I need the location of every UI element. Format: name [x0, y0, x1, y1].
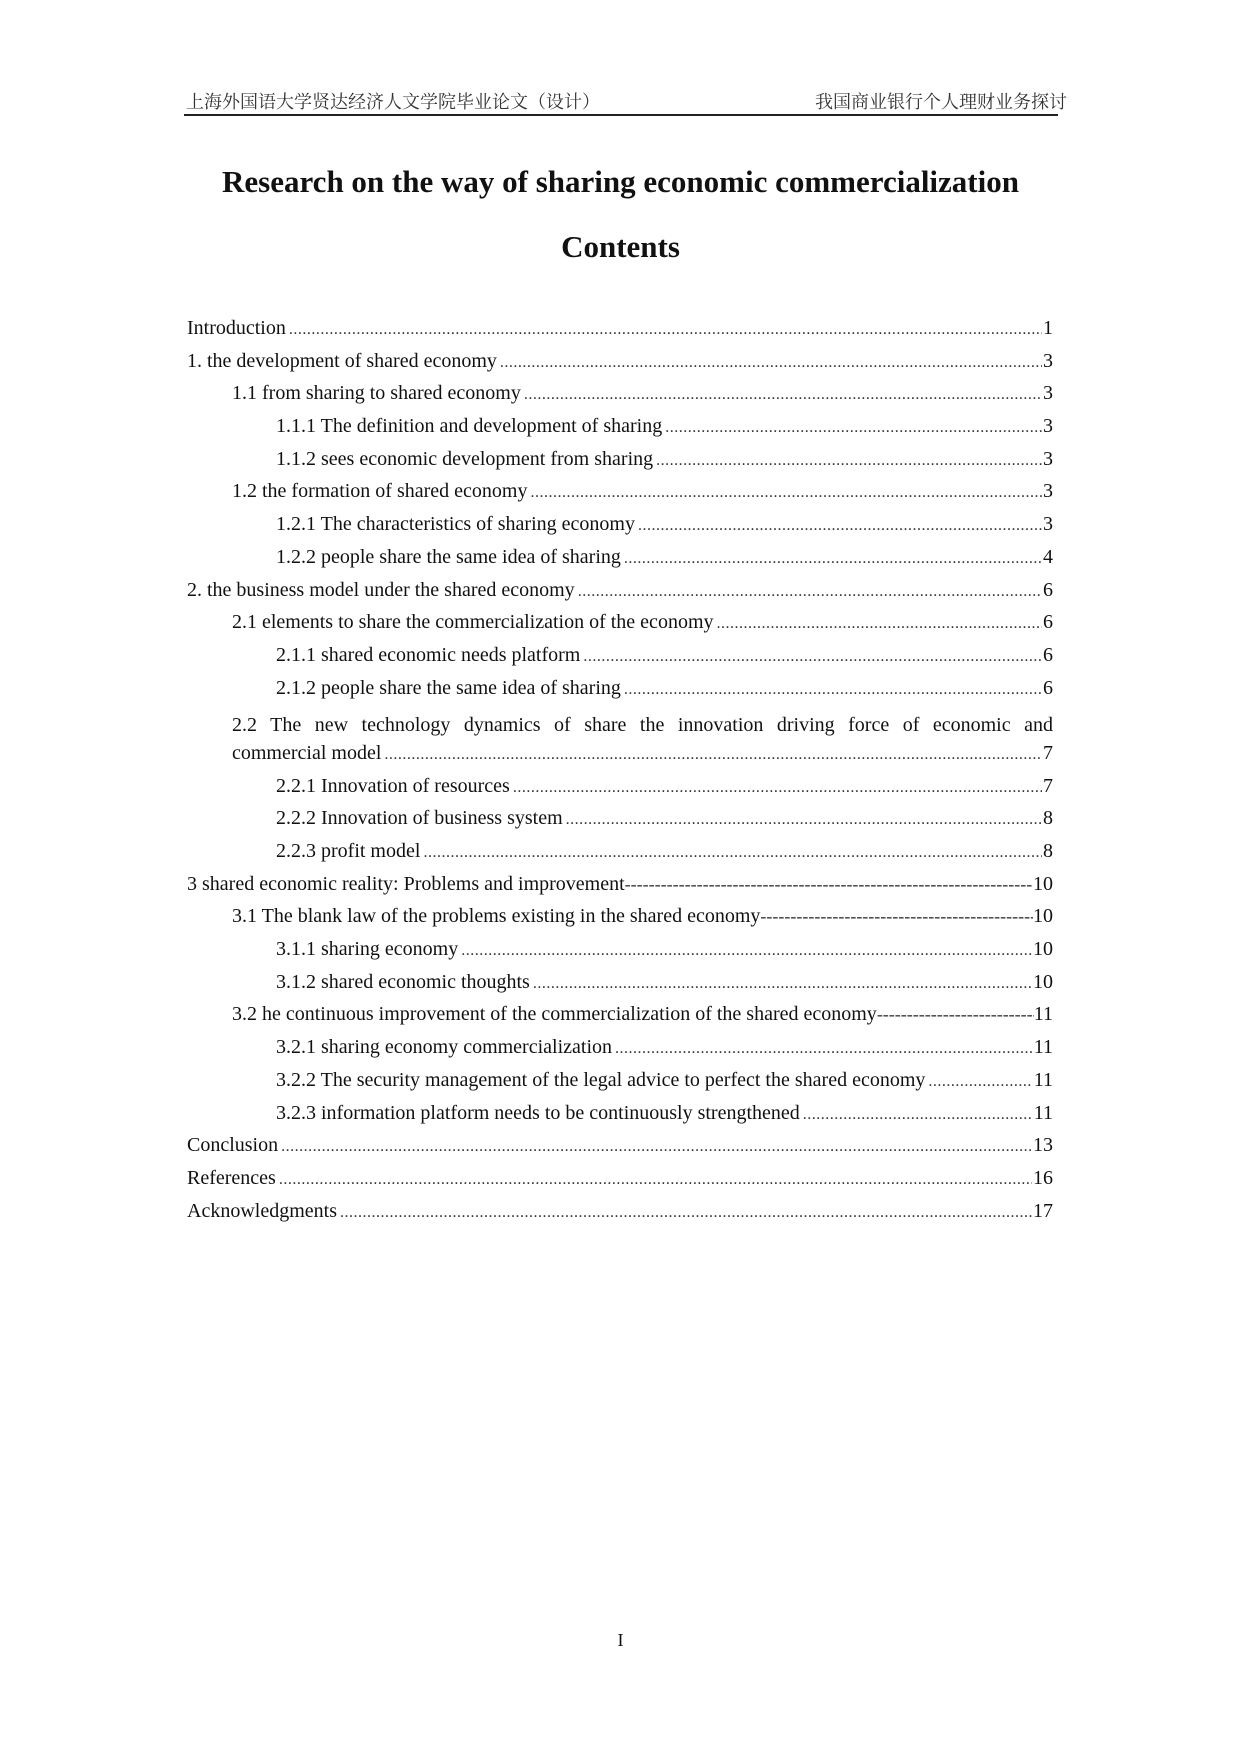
paper-title: Research on the way of sharing economic commercialization	[222, 164, 1019, 199]
toc-entry-title: commercial model	[232, 741, 382, 764]
toc-leader	[877, 1004, 1034, 1025]
table-of-contents	[187, 317, 1053, 1232]
contents-heading: Contents	[561, 229, 680, 264]
running-header-right: 我国商业银行个人理财业务探讨	[815, 92, 1067, 112]
toc-entry-page: 3	[1043, 480, 1053, 503]
toc-entry-page: 8	[1043, 840, 1053, 862]
toc-entry[interactable]	[187, 480, 1053, 513]
toc-leader	[340, 1204, 1032, 1222]
toc-entry-page: 13	[1033, 1134, 1053, 1157]
toc-entry-page: 3	[1043, 382, 1053, 405]
toc-entry-page: 16	[1033, 1166, 1053, 1189]
toc-entry[interactable]	[187, 873, 1053, 906]
toc-entry[interactable]	[187, 513, 1053, 546]
toc-entry-page: 10	[1033, 970, 1053, 993]
toc-entry-title: 1.2 the formation of shared economy	[232, 480, 528, 503]
toc-entry-title: 2.1 elements to share the commercialization of the economy	[232, 611, 714, 634]
toc-entry-page: 7	[1043, 741, 1053, 764]
toc-entry-page: 6	[1043, 611, 1053, 634]
toc-entry[interactable]	[187, 807, 1053, 840]
toc-entry[interactable]	[187, 611, 1053, 644]
toc-leader	[625, 874, 1033, 895]
toc-entry-page: 10	[1033, 905, 1053, 928]
toc-entry-page: 11	[1033, 1003, 1053, 1026]
toc-entry-title: Introduction	[187, 317, 286, 339]
toc-entry-title: 3.1.2 shared economic thoughts	[276, 970, 530, 993]
running-header-left: 上海外国语大学贤达经济人文学院毕业论文（设计）	[186, 92, 600, 112]
toc-entry-title: 2.1.2 people share the same idea of sharing	[276, 676, 621, 699]
toc-leader	[530, 484, 1042, 502]
toc-entry-title: References	[187, 1166, 276, 1189]
toc-entry-title: 1.2.2 people share the same idea of sharing	[276, 545, 621, 568]
toc-entry-page: 6	[1043, 676, 1053, 699]
toc-entry[interactable]	[187, 677, 1053, 710]
toc-entry-page: 11	[1033, 1068, 1053, 1091]
toc-entry-page: 11	[1033, 1036, 1053, 1059]
toc-leader	[624, 550, 1042, 568]
toc-entry-wrapped-line[interactable]: 2.2 The new technology dynamics of share the innovation driving force of economic and	[232, 714, 1053, 737]
toc-entry-page: 7	[1043, 774, 1053, 797]
toc-leader	[803, 1106, 1033, 1124]
toc-entry-title: Conclusion	[187, 1134, 279, 1157]
toc-entry-page: 17	[1033, 1199, 1053, 1222]
toc-entry-page: 10	[1033, 938, 1053, 961]
toc-leader	[717, 615, 1043, 633]
toc-entry-page: 8	[1043, 807, 1053, 830]
toc-entry-title: 2.1.1 shared economic needs platform	[276, 643, 581, 666]
toc-leader	[500, 354, 1042, 372]
toc-leader	[665, 419, 1042, 437]
toc-leader	[461, 942, 1032, 960]
toc-entry-title: 2.2.2 Innovation of business system	[276, 807, 563, 830]
toc-entry[interactable]	[187, 742, 1053, 775]
toc-entry-page: 1	[1043, 317, 1053, 339]
toc-leader	[524, 386, 1042, 404]
toc-entry-title: 1.1.2 sees economic development from sharing	[276, 447, 654, 470]
toc-leader	[423, 844, 1042, 862]
toc-entry[interactable]	[187, 1102, 1053, 1135]
toc-entry-page: 3	[1043, 349, 1053, 372]
toc-entry[interactable]	[187, 905, 1053, 938]
toc-entry-title: 1.2.1 The characteristics of sharing economy	[276, 513, 635, 536]
toc-entry[interactable]	[187, 1003, 1053, 1036]
toc-leader	[513, 779, 1042, 797]
toc-entry-title: 2.2.3 profit model	[276, 840, 421, 862]
toc-entry-page: 3	[1043, 415, 1053, 438]
toc-entry[interactable]	[187, 938, 1053, 971]
toc-entry[interactable]	[187, 350, 1053, 383]
toc-entry-page: 6	[1043, 643, 1053, 666]
toc-entry[interactable]	[187, 1134, 1053, 1167]
toc-entry-title: 3.1.1 sharing economy	[276, 938, 459, 961]
toc-entry[interactable]	[187, 1069, 1053, 1102]
toc-entry[interactable]	[187, 644, 1053, 677]
toc-leader	[760, 906, 1033, 927]
toc-entry-title: 2. the business model under the shared economy	[187, 578, 575, 601]
toc-entry[interactable]	[187, 1036, 1053, 1069]
toc-entry-page: 4	[1043, 545, 1053, 568]
toc-leader	[638, 517, 1042, 535]
toc-entry-title: 3.2 he continuous improvement of the commercialization of the shared economy	[232, 1003, 877, 1026]
toc-entry[interactable]	[187, 840, 1053, 873]
toc-entry-title: 3 shared economic reality: Problems and improvement	[187, 872, 625, 895]
toc-entry[interactable]	[187, 775, 1053, 808]
toc-leader	[384, 746, 1042, 764]
toc-leader	[279, 1171, 1032, 1189]
toc-entry-title: 3.1 The blank law of the problems existing in the shared economy	[232, 905, 761, 928]
toc-entry-title: 3.2.3 information platform needs to be continuously strengthened	[276, 1101, 800, 1124]
toc-leader	[624, 681, 1042, 699]
toc-entry-page: 10	[1033, 872, 1053, 895]
toc-entry[interactable]	[187, 1200, 1053, 1233]
toc-entry-title: 1. the development of shared economy	[187, 349, 497, 372]
toc-entry-title: 2.2.1 Innovation of resources	[276, 774, 510, 797]
toc-entry-title: 3.2.2 The security management of the legal advice to perfect the shared economy	[276, 1068, 926, 1091]
toc-entry[interactable]	[187, 415, 1053, 448]
toc-leader	[583, 648, 1042, 666]
toc-entry-title: 3.2.1 sharing economy commercialization	[276, 1036, 613, 1059]
page-number: I	[617, 1630, 624, 1650]
toc-leader	[656, 452, 1042, 470]
toc-entry[interactable]	[187, 971, 1053, 1004]
toc-leader	[289, 321, 1042, 339]
toc-entry-title: Acknowledgments	[187, 1199, 337, 1222]
toc-leader	[928, 1073, 1032, 1091]
header-rule	[184, 114, 1058, 116]
toc-entry[interactable]	[187, 317, 1053, 350]
toc-leader	[578, 583, 1042, 601]
toc-entry[interactable]	[187, 382, 1053, 415]
toc-entry[interactable]	[187, 1167, 1053, 1200]
toc-entry-page: 6	[1043, 578, 1053, 601]
toc-entry[interactable]	[187, 448, 1053, 481]
toc-leader	[615, 1040, 1033, 1058]
toc-entry-page: 3	[1043, 447, 1053, 470]
toc-entry[interactable]	[187, 546, 1053, 579]
toc-entry-page: 11	[1033, 1101, 1053, 1124]
toc-entry-title: 1.1 from sharing to shared economy	[232, 382, 521, 405]
toc-entry-title: 1.1.1 The definition and development of sharing	[276, 415, 663, 438]
toc-entry-page: 3	[1043, 513, 1053, 536]
toc-leader	[281, 1138, 1032, 1156]
toc-leader	[566, 811, 1042, 829]
toc-leader	[533, 975, 1032, 993]
toc-entry[interactable]	[187, 579, 1053, 612]
